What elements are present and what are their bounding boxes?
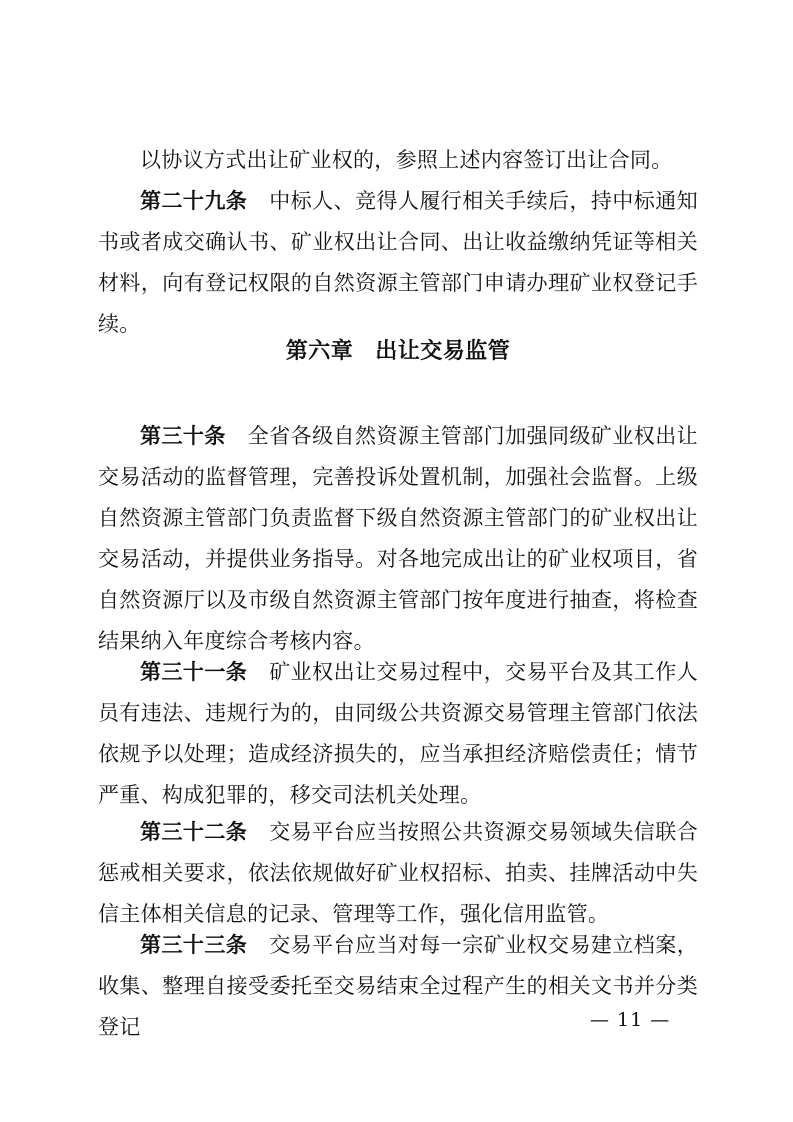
chapter-title: 出让交易监管 <box>375 339 511 364</box>
article-number: 第三十条 <box>140 424 226 448</box>
article-text: 交易平台应当按照公共资源交易领域失信联合惩戒相关要求，依法依规做好矿业权招标、拍卖、挂牌活动中失信主体相关信息的记录、管理等工作，强化信用监管。 <box>98 820 699 926</box>
page-number: — 11 — <box>590 1009 671 1031</box>
paragraph-text: 以协议方式出让矿业权的，参照上述内容签订出让合同。 <box>140 148 673 172</box>
article-text: 全省各级自然资源主管部门加强同级矿业权出让交易活动的监督管理，完善投诉处置机制，加强社会监督。上级自然资源主管部门负责监督下级自然资源主管部门的矿业权出让交易活动，并提供业务指导。对各地完成出让的矿业权项目，省自然资源厅以及市级自然资源主管部门按年度进行抽查，将检查结果纳入年度综合考核内容。 <box>98 424 698 653</box>
article-30 <box>98 416 698 662</box>
article-number: 第三十三条 <box>140 933 248 957</box>
article-number: 第三十二条 <box>140 820 248 844</box>
chapter-number: 第六章 <box>285 339 354 364</box>
article-text: 矿业权出让交易过程中，交易平台及其工作人员有违法、违规行为的，由同级公共资源交易管理主管部门依法依规予以处理；造成经济损失的，应当承担经济赔偿责任；情节严重、构成犯罪的，移交司法机关处理。 <box>98 660 699 807</box>
paragraph-agreement-contract <box>98 140 698 181</box>
article-32 <box>98 812 698 935</box>
article-text: 中标人、竞得人履行相关手续后，持中标通知书或者成交确认书、矿业权出让合同、出让收益缴纳凭证等相关材料，向有登记权限的自然资源主管部门申请办理矿业权登记手续。 <box>98 189 699 336</box>
article-number: 第二十九条 <box>140 189 248 213</box>
article-text: 交易平台应当对每一宗矿业权交易建立档案，收集、整理自接受委托至交易结束全过程产生的相关文书并分类登记 <box>98 933 699 1039</box>
article-31 <box>98 652 698 816</box>
article-29 <box>98 181 698 345</box>
chapter-heading <box>98 334 698 370</box>
article-number: 第三十一条 <box>140 660 248 684</box>
